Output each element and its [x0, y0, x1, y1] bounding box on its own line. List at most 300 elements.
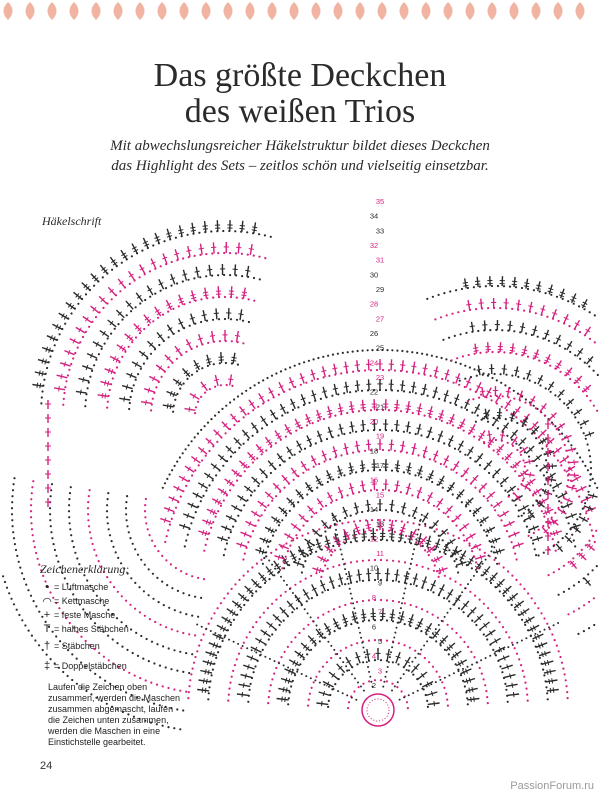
chain-dot — [289, 510, 291, 512]
stitch-crossbar — [512, 284, 517, 285]
stitch-crossbar — [203, 226, 208, 227]
chain-dot — [30, 498, 32, 500]
chain-dot — [491, 399, 493, 401]
chain-dot — [145, 498, 147, 500]
chain-dot — [349, 391, 351, 393]
chain-dot — [115, 551, 117, 553]
chain-dot — [243, 642, 245, 644]
chain-dot — [462, 668, 464, 670]
subtitle-line-2: das Highlight des Sets – zeitlos schön und vielseitig einsetzbar. — [111, 158, 489, 174]
chain-dot — [137, 554, 139, 556]
chain-dot — [240, 647, 242, 649]
chain-dot — [461, 501, 463, 503]
stitch-crossbar — [245, 270, 250, 271]
chain-dot — [356, 617, 358, 619]
chain-dot — [246, 231, 248, 233]
stitch-crossbar — [550, 688, 551, 693]
round-number-label: 34 — [369, 211, 379, 221]
stitch-crossbar — [360, 485, 365, 486]
chain-dot — [392, 560, 394, 562]
stitch-crossbar — [360, 468, 365, 469]
chain-dot — [587, 469, 589, 471]
chain-dot — [204, 392, 206, 394]
chain-dot — [356, 663, 358, 665]
round-number-label: 24 — [369, 358, 379, 368]
chain-dot — [382, 529, 384, 531]
chain-dot — [447, 380, 449, 382]
chain-dot — [337, 434, 339, 436]
stitch-crossbar — [395, 485, 400, 486]
chain-dot — [237, 515, 239, 517]
chain-dot — [455, 566, 457, 568]
stitch-crossbar — [401, 507, 406, 508]
chain-dot — [106, 504, 108, 506]
chain-dot — [422, 499, 424, 501]
chain-dot — [536, 465, 538, 467]
stitch-mark — [396, 569, 398, 581]
chain-dot — [434, 460, 436, 462]
chain-dot — [219, 362, 221, 364]
chain-dot — [396, 627, 398, 629]
chain-dot — [509, 352, 511, 354]
band-petal-icon — [180, 2, 189, 20]
chain-dot — [403, 471, 405, 473]
chain-dot — [278, 524, 280, 526]
chain-dot — [318, 528, 320, 530]
chain-dot — [63, 398, 65, 400]
chain-dot — [237, 364, 239, 366]
chain-dot — [46, 367, 48, 369]
chain-dot — [238, 579, 240, 581]
chain-dot — [214, 632, 216, 634]
stitch-mark — [287, 447, 293, 456]
chain-dot — [597, 374, 599, 376]
legend-note-line: zusammen abgemascht, laufen — [48, 704, 174, 714]
stitch-crossbar — [400, 385, 405, 386]
stitch-crossbar — [327, 410, 332, 411]
chain-dot — [523, 676, 525, 678]
chain-dot — [261, 453, 263, 455]
chain-dot — [370, 369, 372, 371]
chain-dot — [101, 348, 103, 350]
chain-dot — [414, 657, 416, 659]
stitch-crossbar — [394, 425, 399, 426]
chain-dot — [577, 553, 579, 555]
chain-dot — [409, 568, 411, 570]
chain-dot — [82, 336, 84, 338]
stitch-mark — [485, 630, 495, 637]
chain-dot — [553, 624, 555, 626]
chain-dot — [521, 640, 523, 642]
chain-dot — [438, 576, 440, 578]
chain-dot — [410, 604, 412, 606]
chain-dot — [530, 537, 532, 539]
stitch-crossbar — [361, 408, 366, 409]
chain-dot — [562, 298, 564, 300]
chain-dot — [364, 531, 366, 533]
chain-dot — [445, 693, 447, 695]
round-number-label: 30 — [369, 270, 379, 280]
chain-dot — [64, 386, 66, 388]
chain-dot — [256, 563, 258, 565]
chain-dot — [294, 584, 296, 586]
stitch-crossbar — [349, 470, 354, 471]
chain-dot — [106, 510, 108, 512]
stitch-mark — [397, 460, 399, 471]
chain-dot — [338, 545, 340, 547]
chain-dot — [570, 444, 572, 446]
chain-dot — [242, 320, 244, 322]
chain-dot — [308, 360, 310, 362]
chain-dot — [187, 534, 189, 536]
chain-dot — [553, 490, 555, 492]
stitch-crossbar — [532, 329, 537, 330]
chain-dot — [182, 452, 184, 454]
chain-dot — [388, 530, 390, 532]
chain-dot — [487, 307, 489, 309]
chain-dot — [559, 371, 561, 373]
chain-dot — [585, 438, 587, 440]
legend-text: = halbes Stäbchen — [54, 624, 129, 634]
chain-dot — [258, 233, 260, 235]
chain-dot — [258, 256, 260, 258]
chain-dot — [164, 541, 166, 543]
chain-dot — [50, 525, 52, 527]
band-petal-icon — [26, 2, 35, 20]
stitch-crossbar — [400, 616, 405, 617]
chain-dot — [70, 363, 72, 365]
chain-dot — [524, 402, 526, 404]
chain-dot — [485, 285, 487, 287]
chain-dot — [503, 285, 505, 287]
chain-dot — [326, 661, 328, 663]
chain-dot — [390, 651, 392, 653]
chain-dot — [461, 288, 463, 290]
chain-dot — [433, 505, 435, 507]
stitch-mark — [566, 466, 575, 472]
chain-dot — [343, 433, 345, 435]
chain-dot — [72, 357, 74, 359]
chain-dot — [200, 396, 202, 398]
chain-dot — [557, 622, 559, 624]
chain-dot — [362, 580, 364, 582]
stitch-crossbar — [386, 654, 391, 655]
stitch-crossbar — [349, 406, 354, 407]
chain-dot — [543, 674, 545, 676]
chain-dot — [188, 444, 190, 446]
chain-dot — [341, 522, 343, 524]
stitch-crossbar — [182, 274, 187, 275]
chain-dot — [527, 356, 529, 358]
stitch-mark — [418, 672, 428, 679]
stitch-mark — [268, 461, 275, 469]
chain-dot — [12, 525, 14, 527]
chain-dot — [464, 587, 466, 589]
chain-dot — [191, 440, 193, 442]
stitch-crossbar — [105, 380, 106, 385]
chain-dot — [334, 415, 336, 417]
chain-dot — [370, 530, 372, 532]
chain-dot — [233, 641, 235, 643]
legend-text: = Stäbchen — [54, 641, 100, 651]
chain-dot — [550, 391, 552, 393]
chain-dot — [435, 640, 437, 642]
chain-dot — [357, 622, 359, 624]
chain-dot — [543, 474, 545, 476]
chain-dot — [494, 509, 496, 511]
chain-dot — [469, 457, 471, 459]
chain-dot — [30, 522, 32, 524]
chain-dot — [287, 412, 289, 414]
chain-dot — [315, 442, 317, 444]
chain-dot — [362, 600, 364, 602]
chain-dot — [441, 357, 443, 359]
chain-dot — [218, 318, 220, 320]
chain-dot — [275, 599, 277, 601]
chain-dot — [169, 524, 171, 526]
chain-dot — [408, 515, 410, 517]
chain-dot — [213, 363, 215, 365]
chain-dot — [545, 686, 547, 688]
chain-dot — [523, 588, 525, 590]
band-petal-icon — [444, 2, 453, 20]
chain-dot — [426, 354, 428, 356]
legend-item-treble — [40, 656, 210, 676]
chain-dot — [289, 691, 291, 693]
chain-dot — [292, 409, 294, 411]
stitch-mark — [519, 438, 527, 446]
chain-dot — [271, 603, 273, 605]
chain-dot — [504, 683, 506, 685]
stitch-mark — [167, 325, 173, 334]
chain-dot — [422, 566, 424, 568]
chain-dot — [494, 653, 496, 655]
chain-dot — [563, 565, 565, 567]
stitch-mark — [273, 615, 282, 623]
chain-dot — [175, 507, 177, 509]
chain-dot — [589, 455, 591, 457]
chain-dot — [186, 378, 188, 380]
chain-dot — [296, 537, 298, 539]
band-petal-icon — [576, 2, 585, 20]
chain-dot — [324, 637, 326, 639]
chain-dot — [391, 470, 393, 472]
stitch-crossbar — [235, 336, 240, 337]
chain-dot — [311, 597, 313, 599]
chain-dot — [134, 548, 136, 550]
chain-dot — [65, 380, 67, 382]
chain-dot — [400, 491, 402, 493]
legend-item-half-double — [40, 622, 210, 636]
chain-dot — [588, 365, 590, 367]
stitch-crossbar — [347, 576, 352, 577]
chain-dot — [270, 472, 272, 474]
chain-dot — [473, 514, 475, 516]
chain-dot — [88, 495, 90, 497]
chain-dot — [418, 372, 420, 374]
chain-dot — [350, 602, 352, 604]
chain-dot — [287, 703, 289, 705]
chain-dot — [350, 515, 352, 517]
chain-dot — [278, 662, 280, 664]
chain-dot — [315, 572, 317, 574]
stitch-crossbar — [360, 405, 365, 406]
chain-dot — [396, 350, 398, 352]
chain-dot — [507, 570, 509, 572]
legend-text: = feste Masche — [54, 610, 116, 620]
chain-dot — [175, 237, 177, 239]
chain-dot — [479, 567, 481, 569]
chain-dot — [468, 542, 470, 544]
chain-dot — [573, 539, 575, 541]
stitch-mark — [234, 438, 242, 446]
chain-dot — [473, 286, 475, 288]
chain-dot — [568, 561, 570, 563]
chain-dot — [397, 622, 399, 624]
chain-dot — [448, 600, 450, 602]
chain-dot — [486, 696, 488, 698]
chain-dot — [539, 494, 541, 496]
chain-dot — [12, 489, 14, 491]
legend-item-slip-stitch — [40, 594, 210, 608]
chain-dot — [130, 310, 132, 312]
chain-dot — [271, 375, 273, 377]
chain-dot — [554, 512, 556, 514]
chain-dot — [283, 580, 285, 582]
chain-dot — [487, 421, 489, 423]
chain-dot — [565, 679, 567, 681]
chain-dot — [484, 396, 486, 398]
chain-dot — [206, 320, 208, 322]
stitch-mark — [238, 496, 247, 502]
chain-dot — [490, 550, 492, 552]
chain-dot — [396, 686, 398, 688]
chain-dot — [496, 563, 498, 565]
chain-dot — [312, 422, 314, 424]
stitch-crossbar — [178, 230, 183, 231]
chain-dot — [243, 416, 245, 418]
stitch-mark — [437, 499, 443, 508]
chain-dot — [171, 469, 173, 471]
chain-dot — [349, 588, 351, 590]
stitch-crossbar — [343, 447, 348, 448]
chain-dot — [129, 537, 131, 539]
stitch-mark — [460, 524, 469, 531]
chain-dot — [18, 561, 20, 563]
stitch-crossbar — [231, 360, 236, 361]
chain-dot — [507, 646, 509, 648]
chain-dot — [143, 363, 145, 365]
stitch-crossbar — [105, 394, 106, 399]
chain-dot — [285, 556, 287, 558]
chain-dot — [234, 583, 236, 585]
chain-dot — [538, 360, 540, 362]
chain-dot — [520, 664, 522, 666]
round-number-label: 25 — [375, 343, 385, 353]
chain-dot — [320, 576, 322, 578]
chain-dot — [482, 563, 484, 565]
chain-dot — [579, 456, 581, 458]
chain-dot — [519, 583, 521, 585]
chain-dot — [340, 454, 342, 456]
chain-dot — [126, 519, 128, 521]
chain-dot — [497, 427, 499, 429]
chain-dot — [217, 274, 219, 276]
round-number-label: 16 — [369, 475, 379, 485]
chain-dot — [135, 379, 137, 381]
chain-dot — [463, 641, 465, 643]
chain-dot — [386, 640, 388, 642]
stitch-crossbar — [242, 292, 247, 293]
chain-dot — [210, 630, 212, 632]
chain-dot — [383, 681, 385, 683]
stitch-crossbar — [366, 528, 371, 529]
chain-dot — [562, 668, 564, 670]
round-number-label: 18 — [369, 446, 379, 456]
stitch-mark — [235, 264, 236, 275]
chain-dot — [107, 522, 109, 524]
chain-dot — [252, 435, 254, 437]
chain-dot — [374, 639, 376, 641]
stitch-mark — [467, 447, 473, 456]
chain-dot — [410, 583, 412, 585]
chain-dot — [334, 630, 336, 632]
chain-dot — [171, 261, 173, 263]
chain-dot — [330, 502, 332, 504]
chain-dot — [49, 519, 51, 521]
chain-dot — [550, 294, 552, 296]
chain-dot — [271, 678, 273, 680]
chain-dot — [587, 518, 589, 520]
chain-dot — [505, 418, 507, 420]
chain-dot — [508, 636, 510, 638]
chain-dot — [114, 328, 116, 330]
chain-dot — [272, 535, 274, 537]
stitch-crossbar — [474, 697, 475, 702]
stitch-mark — [480, 622, 490, 630]
chain-dot — [212, 521, 214, 523]
chain-dot — [539, 657, 541, 659]
chain-dot — [174, 399, 176, 401]
chain-dot — [342, 352, 344, 354]
chain-dot — [307, 612, 309, 614]
chain-dot — [483, 633, 485, 635]
chain-dot — [427, 706, 429, 708]
chain-dot — [267, 399, 269, 401]
chain-dot — [324, 526, 326, 528]
chain-dot — [509, 286, 511, 288]
chain-dot — [205, 253, 207, 255]
chain-dot — [185, 485, 187, 487]
chain-dot — [406, 371, 408, 373]
round-number-label: 17 — [375, 461, 385, 470]
chain-dot — [474, 487, 476, 489]
stitch-crossbar — [553, 688, 554, 693]
chain-dot — [443, 687, 445, 689]
chain-dot — [70, 534, 72, 536]
chain-dot — [487, 607, 489, 609]
chain-dot — [553, 455, 555, 457]
chain-dot — [63, 392, 65, 394]
chain-dot — [458, 670, 460, 672]
chain-dot — [19, 567, 21, 569]
chain-dot — [501, 329, 503, 331]
stitch-crossbar — [361, 425, 366, 426]
chain-dot — [407, 578, 409, 580]
chain-dot — [89, 489, 91, 491]
stitch-crossbar — [191, 297, 196, 298]
chain-dot — [574, 545, 576, 547]
